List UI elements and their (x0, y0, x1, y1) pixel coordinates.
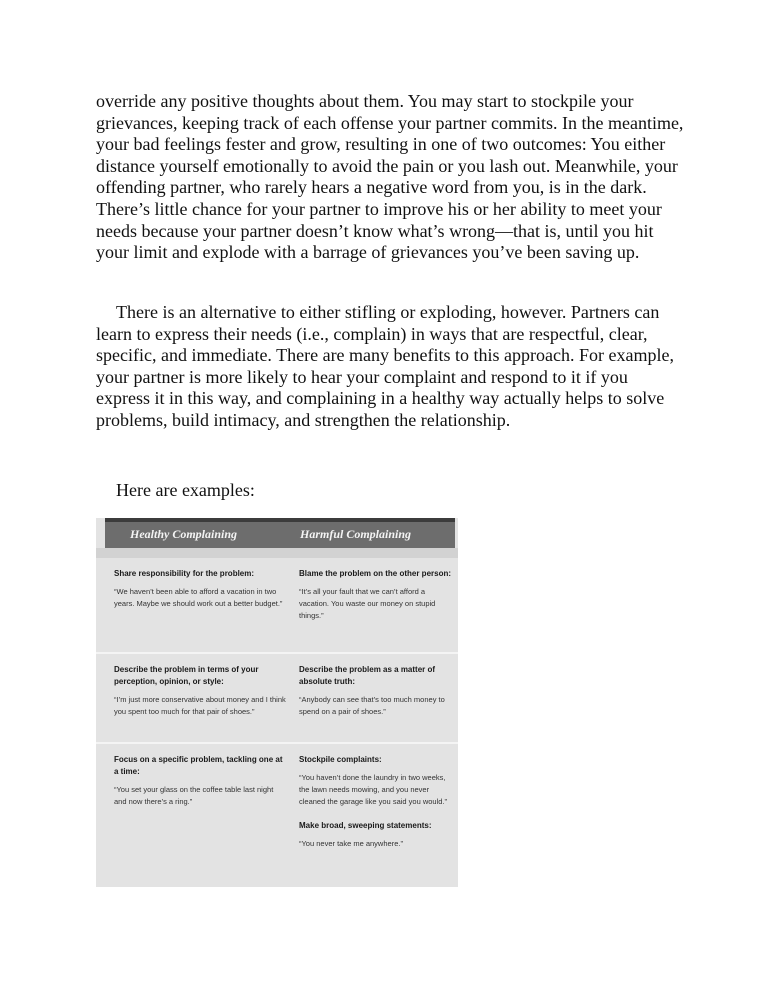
examples-intro: Here are examples: (116, 480, 255, 500)
healthy-cell (114, 754, 286, 808)
header-harmful-complaining: Harmful Complaining (300, 527, 412, 541)
harmful-quote: “You never take me anywhere.” (299, 839, 403, 848)
harmful-heading: Describe the problem as a matter of absolute truth: (299, 665, 436, 686)
header-healthy-complaining: Healthy Complaining (130, 527, 238, 541)
header-divider (96, 548, 458, 558)
harmful-quote: “It’s all your fault that we can’t afford a vacation. You waste our money on stupid things.” (299, 587, 436, 620)
harmful-heading: Stockpile complaints: (299, 755, 382, 764)
body-paragraph: override any positive thoughts about them. You may start to stockpile your grievances, keeping track of each offense your partner commits. In the meantime, your bad feelings fester and grow, resulting in one of two outcomes: You either distance yourself emotionally to avoid the pain or you lash out. Meanwhile, your offending partner, who rarely hears a negative word from you, is in the dark. There’s little chance for your partner to improve his or her ability to meet your needs because your partner doesn’t know what’s wrong—that is, until you hit your limit and explode with a barrage of grievances you’ve been saving up. (96, 91, 684, 263)
healthy-heading: Describe the problem in terms of your perception, opinion, or style: (114, 665, 259, 686)
healthy-cell (114, 664, 286, 718)
harmful-quote: “You haven’t done the laundry in two weeks, the lawn needs mowing, and you never cleaned the garage like you said you would.” (299, 773, 448, 806)
harmful-heading: Blame the problem on the other person: (299, 569, 452, 578)
harmful-cell (299, 754, 451, 850)
healthy-cell (114, 568, 286, 610)
table-row (96, 652, 458, 748)
complaining-examples-table (96, 518, 458, 887)
healthy-quote: “I’m just more conservative about money and I think you spent too much for that pair of shoes.” (114, 695, 286, 716)
table-row (96, 558, 458, 666)
harmful-cell (299, 664, 451, 718)
healthy-quote: “You set your glass on the coffee table last night and now there’s a ring.” (114, 785, 274, 806)
healthy-heading: Focus on a specific problem, tackling one at a time: (114, 755, 283, 776)
harmful-quote: “Anybody can see that’s too much money to spend on a pair of shoes.” (299, 695, 445, 716)
body-paragraph: There is an alternative to either stifling or exploding, however. Partners can learn to express their needs (i.e., complain) in ways that are respectful, clear, specific, and immediate. There are many benefits to this approach. For example, your partner is more likely to hear your complaint and respond to it if you express it in this way, and complaining in a healthy way actually helps to solve problems, build intimacy, and strengthen the relationship. (96, 302, 674, 430)
healthy-heading: Share responsibility for the problem: (114, 569, 255, 578)
table-row (96, 742, 458, 889)
harmful-heading: Make broad, sweeping statements: (299, 821, 432, 830)
harmful-cell (299, 568, 451, 622)
healthy-quote: “We haven’t been able to afford a vacation in two years. Maybe we should work out a better budget.” (114, 587, 283, 608)
table-header (105, 518, 455, 548)
